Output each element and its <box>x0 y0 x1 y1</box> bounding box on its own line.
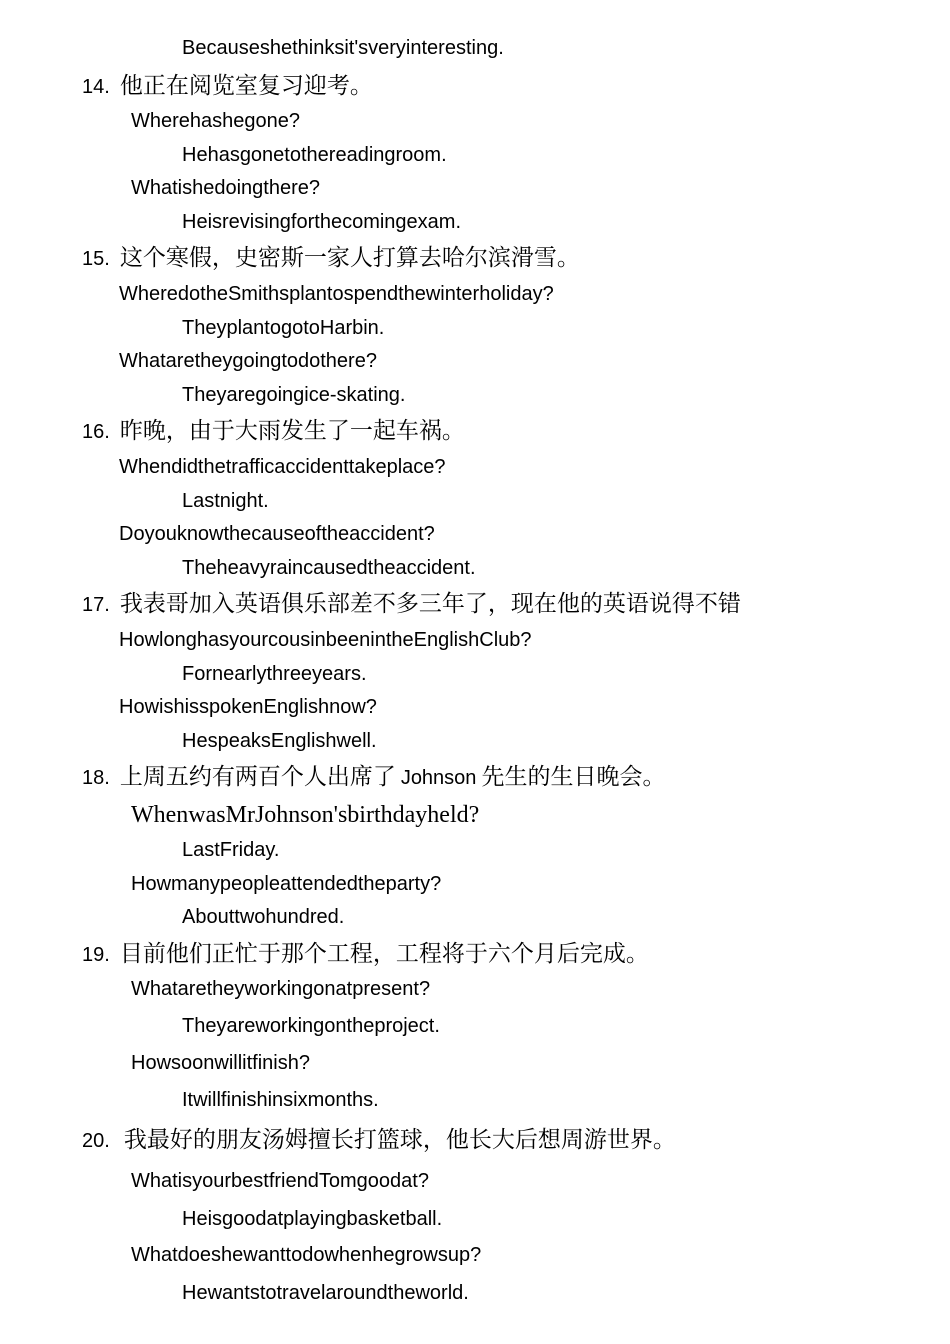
answer-line: Theyaregoingice-skating. <box>182 384 406 406</box>
question-16 <box>82 420 465 443</box>
question-line: WhatisyourbestfriendTomgoodat? <box>131 1170 429 1192</box>
answer-line: Itwillfinishinsixmonths. <box>182 1089 379 1111</box>
answer-line: Hewantstotravelaroundtheworld. <box>182 1282 469 1304</box>
answer-line: Hehasgonetothereadingroom. <box>182 144 447 166</box>
answer-line: Fornearlythreeyears. <box>182 663 367 685</box>
question-number: 17. <box>82 594 110 616</box>
question-line: HowishisspokenEnglishnow? <box>119 696 377 718</box>
question-15 <box>82 247 580 270</box>
question-line: Whatishedoingthere? <box>131 177 321 199</box>
question-text: 先生的生日晚会。 <box>481 764 666 790</box>
question-line: Whendidthetrafficaccidenttakeplace? <box>119 456 446 478</box>
question-line: Wherehashegone? <box>131 110 301 132</box>
question-text: 他正在阅览室复习迎考。 <box>119 73 373 99</box>
question-line: Whatdoeshewanttodowhenhegrowsup? <box>131 1244 482 1266</box>
question-line: Howmanypeopleattendedtheparty? <box>131 873 442 895</box>
question-number: 15. <box>82 248 110 270</box>
answer-line: Becauseshethinksit'sveryinteresting. <box>182 37 504 59</box>
question-number: 18. <box>82 767 110 789</box>
question-text: 这个寒假，史密斯一家人打算去哈尔滨滑雪。 <box>119 245 580 271</box>
question-20 <box>82 1129 676 1152</box>
answer-line: TheyplantogotoHarbin. <box>182 317 385 339</box>
question-19 <box>82 943 649 966</box>
question-14 <box>82 75 373 98</box>
question-text: 我最好的朋友汤姆擅长打篮球，他长大后想周游世界。 <box>123 1127 676 1153</box>
question-number: 16. <box>82 421 110 443</box>
question-line: Whataretheygoingtodothere? <box>119 350 377 372</box>
question-line: WhenwasMrJohnson'sbirthdayheld? <box>131 802 480 828</box>
question-text: 我表哥加入英语俱乐部差不多三年了，现在他的英语说得不错 <box>119 591 741 617</box>
question-line: WheredotheSmithsplantospendthewinterholiday? <box>119 283 554 305</box>
answer-line: Heisrevisingforthecomingexam. <box>182 211 462 233</box>
answer-line: Lastnight. <box>182 490 269 512</box>
question-17 <box>82 593 741 616</box>
question-text: 昨晚，由于大雨发生了一起车祸。 <box>119 418 465 444</box>
question-line: Whataretheyworkingonatpresent? <box>131 978 431 1000</box>
question-number: 20. <box>82 1130 110 1152</box>
answer-line: Abouttwohundred. <box>182 906 345 928</box>
answer-line: Heisgoodatplayingbasketball. <box>182 1208 443 1230</box>
answer-line: HespeaksEnglishwell. <box>182 730 377 752</box>
answer-line: Theyareworkingontheproject. <box>182 1015 440 1037</box>
question-18 <box>82 766 665 789</box>
answer-line: LastFriday. <box>182 839 280 861</box>
question-line: HowlonghasyourcousinbeenintheEnglishClub? <box>119 629 532 651</box>
question-text: 上周五约有两百个人出席了 <box>119 764 396 790</box>
question-text-name: Johnson <box>400 767 477 789</box>
question-line: Doyouknowthecauseoftheaccident? <box>119 523 435 545</box>
question-number: 14. <box>82 76 110 98</box>
question-line: Howsoonwillitfinish? <box>131 1052 310 1074</box>
question-number: 19. <box>82 944 110 966</box>
question-text: 目前他们正忙于那个工程，工程将于六个月后完成。 <box>119 941 649 967</box>
answer-line: Theheavyraincausedtheaccident. <box>182 557 476 579</box>
